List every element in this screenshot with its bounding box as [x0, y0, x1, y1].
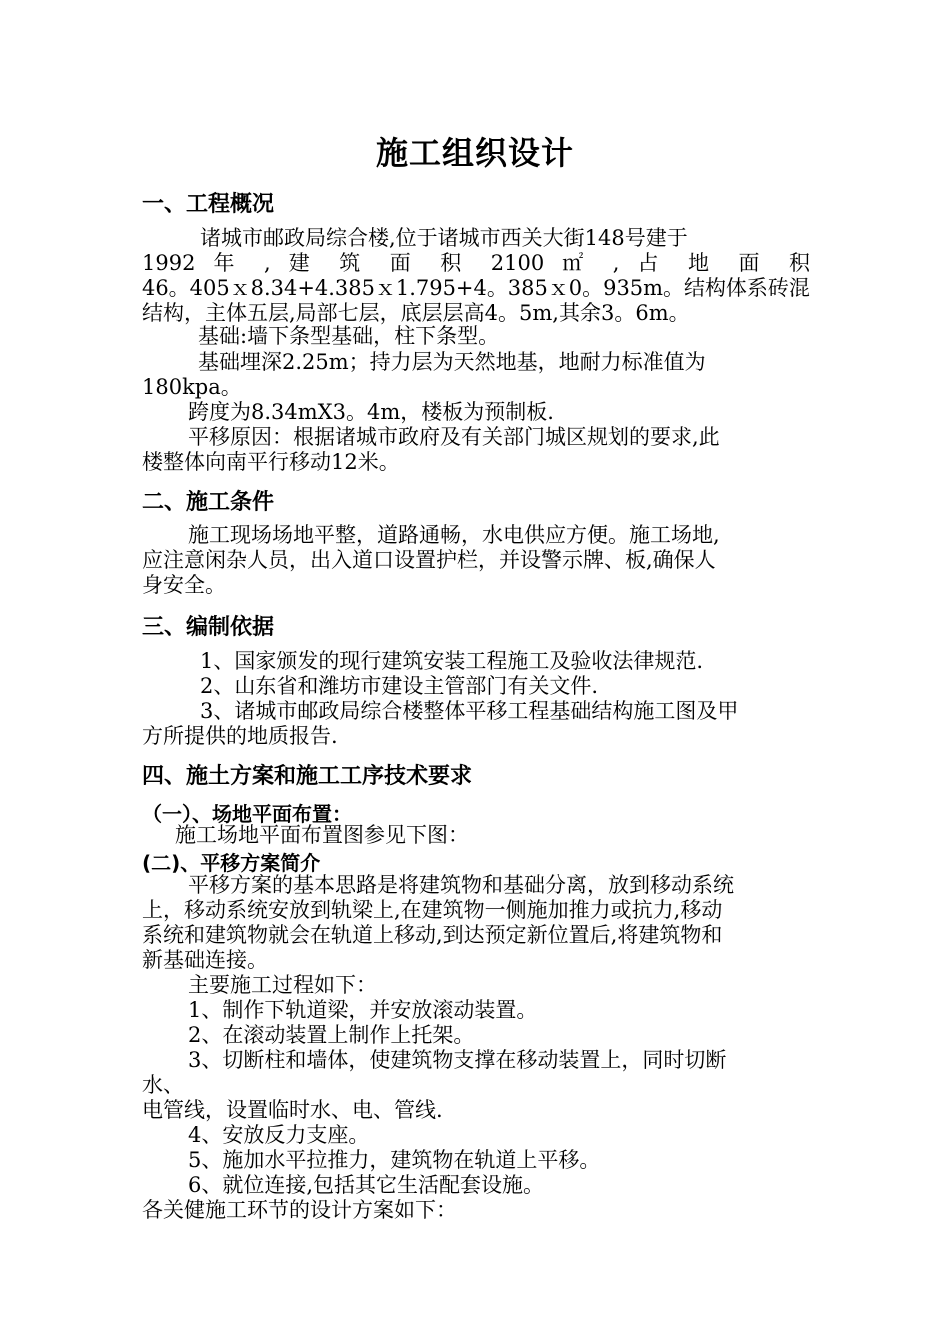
subsection-heading-scheme: (二)、平移方案简介 — [142, 851, 321, 875]
paragraph-line: 结构，主体五层,局部七层，底层层高4。5m,其余3。6m。 — [142, 301, 690, 325]
section-heading-plan: 四、施土方案和施工工序技术要求 — [142, 764, 473, 789]
process-step: 5、施加水平拉推力，建筑物在轨道上平移。 — [188, 1148, 601, 1172]
section-heading-basis: 三、编制依据 — [142, 615, 275, 640]
process-step: 水、 — [142, 1073, 184, 1097]
process-step: 电管线，设置临时水、电、管线. — [142, 1098, 443, 1122]
process-step: 3、切断柱和墙体，使建筑物支撑在移动装置上，同时切断 — [188, 1048, 727, 1072]
paragraph-line: 身安全。 — [142, 573, 226, 597]
process-step: 1、制作下轨道梁，并安放滚动装置。 — [188, 998, 538, 1022]
paragraph-line: 跨度为8.34mX3。4m，楼板为预制板. — [188, 400, 554, 424]
process-step: 2、在滚动装置上制作上托架。 — [188, 1023, 475, 1047]
paragraph-line: 应注意闲杂人员，出入道口设置护栏，并设警示牌、板,确保人 — [142, 548, 716, 572]
paragraph-line: 楼整体向南平行移动12米。 — [142, 450, 400, 474]
paragraph-line: 施工现场场地平整，道路通畅，水电供应方便。施工场地, — [188, 523, 720, 547]
paragraph-line: 46。405ｘ8.34+4.385ｘ1.795+4。385ｘ0。935m。结构体系砖混 — [142, 276, 810, 300]
list-item: 2、山东省和潍坊市建设主管部门有关文件. — [200, 674, 599, 698]
paragraph-line: 平移方案的基本思路是将建筑物和基础分离，放到移动系统 — [188, 873, 734, 897]
paragraph-line: 新基础连接。 — [142, 948, 268, 972]
paragraph-line: 施工场地平面布置图参见下图： — [175, 823, 469, 847]
process-step: 6、就位连接,包括其它生活配套设施。 — [188, 1173, 545, 1197]
paragraph-line: 各关健施工环节的设计方案如下： — [142, 1198, 457, 1222]
subsection-heading-site-layout: （一）、场地平面布置： — [142, 802, 352, 826]
paragraph-line: 180kpa。 — [142, 375, 242, 399]
paragraph-line: 诸城市邮政局综合楼,位于诸城市西关大街148号建于 — [200, 226, 688, 250]
section-heading-conditions: 二、施工条件 — [142, 490, 275, 515]
paragraph-line: 上，移动系统安放到轨梁上,在建筑物一侧施加推力或抗力,移动 — [142, 898, 723, 922]
paragraph-line: 平移原因：根据诸城市政府及有关部门城区规划的要求,此 — [188, 425, 720, 449]
paragraph-line: 系统和建筑物就会在轨道上移动,到达预定新位置后,将建筑物和 — [142, 923, 723, 947]
paragraph-line: 1992 年 , 建 筑 面 积 2100 ㎡ , 占 地 面 积 — [142, 251, 810, 275]
list-item: 方所提供的地质报告. — [142, 724, 338, 748]
list-item: 1、国家颁发的现行建筑安装工程施工及验收法律规范. — [200, 649, 704, 673]
document-title: 施工组织设计 — [375, 134, 574, 172]
section-heading-overview: 一、工程概况 — [142, 192, 275, 217]
paragraph-line: 基础埋深2.25m；持力层为天然地基，地耐力标准值为 — [198, 350, 706, 374]
paragraph-line: 主要施工过程如下： — [188, 973, 377, 997]
paragraph-line: 基础:墙下条型基础，柱下条型。 — [198, 324, 500, 348]
process-step: 4、安放反力支座。 — [188, 1123, 370, 1147]
list-item: 3、诸城市邮政局综合楼整体平移工程基础结构施工图及甲 — [200, 699, 739, 723]
